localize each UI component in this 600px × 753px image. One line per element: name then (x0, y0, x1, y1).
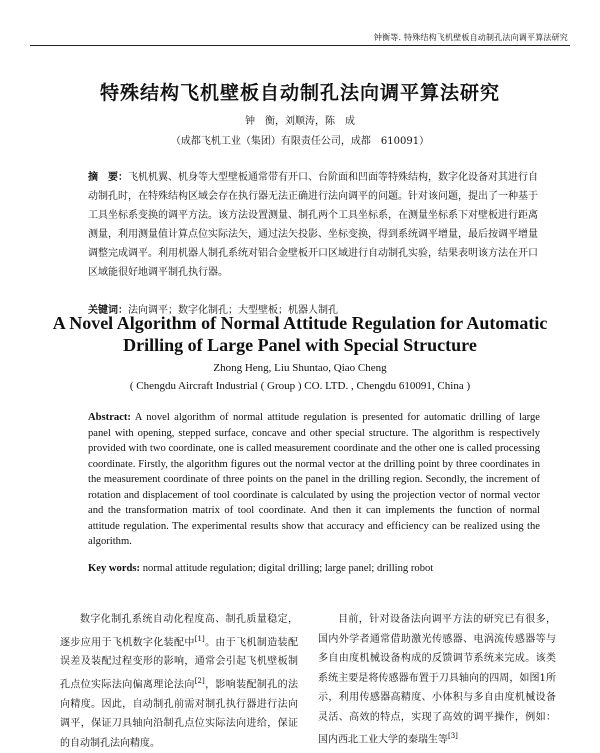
citation-ref-2: [2] (194, 676, 205, 685)
citation-ref-3: [3] (448, 732, 458, 740)
chinese-keywords-label: 关键词： (88, 305, 128, 316)
english-title-line1: A Novel Algorithm of Normal Attitude Regulation for Automatic (52, 313, 548, 333)
chinese-keywords-text: 法向调平；数字化制孔；大型壁板；机器人制孔 (128, 305, 338, 316)
header-rule (30, 45, 570, 46)
chinese-authors: 钟 衡，刘顺涛，陈 成 (245, 116, 355, 127)
running-header: 钟衡等. 特殊结构飞机壁板自动制孔法向调平算法研究 (373, 33, 568, 42)
left-para-part1: 数字化制孔系统自动化程度高、制孔质量稳定，逐步应用于飞机数字化装配中 (60, 614, 298, 648)
english-abstract-label: Abstract: (88, 412, 131, 423)
chinese-abstract-text: 飞机机翼、机身等大型壁板通常带有开口、台阶面和凹面等特殊结构，数字化设备对其进行自动制孔时，在特殊结构区域会存在执行器无法正确进行法向调平的问题。针对该问题，提出了一种基于工具坐标系变换的调平方法。该方法设置测量、制孔两个工具坐标系，在测量坐标系下对壁板进行距离测量，利用测量值计算点位实际法矢，通过法矢投影、坐标变换，得到系统调平增量，最后按调平增量调整完成调平。利用机器人制孔系统对铝合金壁板开口区域进行自动制孔实验，结果表明该方法在开口区域能很好地调平制孔执行器。 (88, 172, 538, 278)
english-keywords-text: normal attitude regulation; digital drilling; large panel; drilling robot (142, 563, 434, 574)
chinese-abstract (88, 168, 538, 282)
body-right-column (318, 610, 556, 750)
english-abstract (88, 410, 540, 550)
citation-ref-1: [1] (194, 634, 205, 643)
chinese-abstract-label: 摘 要： (88, 172, 128, 183)
english-abstract-text: A novel algorithm of normal attitude regulation is presented for automatic drilling of large panel with opening, stepped surface, concave and other special structure. The algorithm is respectively provided with two coordinate, one is called measurement coordinate and the other one is called processing coordinate. Firstly, the algorithm figures out the normal vector at the drilling point by three coordinates in the measurement coordinate of three points on the panel in the drilling region. Secondly, the increment of rotation and displacement of tool coordinate is calculated by using the projection vector of normal vector and the transformation matrix of tool coordinate. And then it can implements the function of normal attitude regulation. The experimental results show that accuracy and efficiency can be realized using the algorithm. (88, 412, 540, 547)
english-authors: Zhong Heng, Liu Shuntao, Qiao Cheng (213, 362, 387, 374)
right-para-text: 目前，针对设备法向调平方法的研究已有很多，国内外学者通常借助激光传感器、电涡流传感器等与多自由度机械设备构成的反馈调节系统来完成。该类系统主要是将传感器布置于刀具轴向的四周，如图1所示，利用传感器高精度、小体积与多自由度机械设备灵活、高效的特点，实现了高效的调平操作，例如：国内西北工业大学的秦瑞生等 (318, 614, 556, 746)
english-affiliation: ( Chengdu Aircraft Industrial ( Group ) CO. LTD. , Chengdu 610091, China ) (129, 380, 471, 392)
chinese-title: 特殊结构飞机壁板自动制孔法向调平算法研究 (99, 82, 500, 104)
english-title-line2: Drilling of Large Panel with Special Structure (123, 335, 477, 355)
left-para-part3: ，影响装配制孔的法向精度。因此，自动制孔前需对制孔执行器进行法向调平，保证刀具轴向沿制孔点位实际法向进给，保证的自动制孔法向精度。 (60, 679, 299, 749)
left-para-part2: 。由于飞机制造装配误差及装配过程变形的影响，通常会引起飞机壁板制孔点位实际法向偏离理论法向 (60, 636, 299, 691)
body-left-column (60, 610, 298, 753)
english-keywords-label: Key words: (88, 563, 141, 574)
chinese-affiliation: （成都飞机工业（集团）有限责任公司，成都 610091） (170, 136, 430, 147)
english-title (0, 312, 600, 356)
english-keywords (88, 563, 540, 574)
